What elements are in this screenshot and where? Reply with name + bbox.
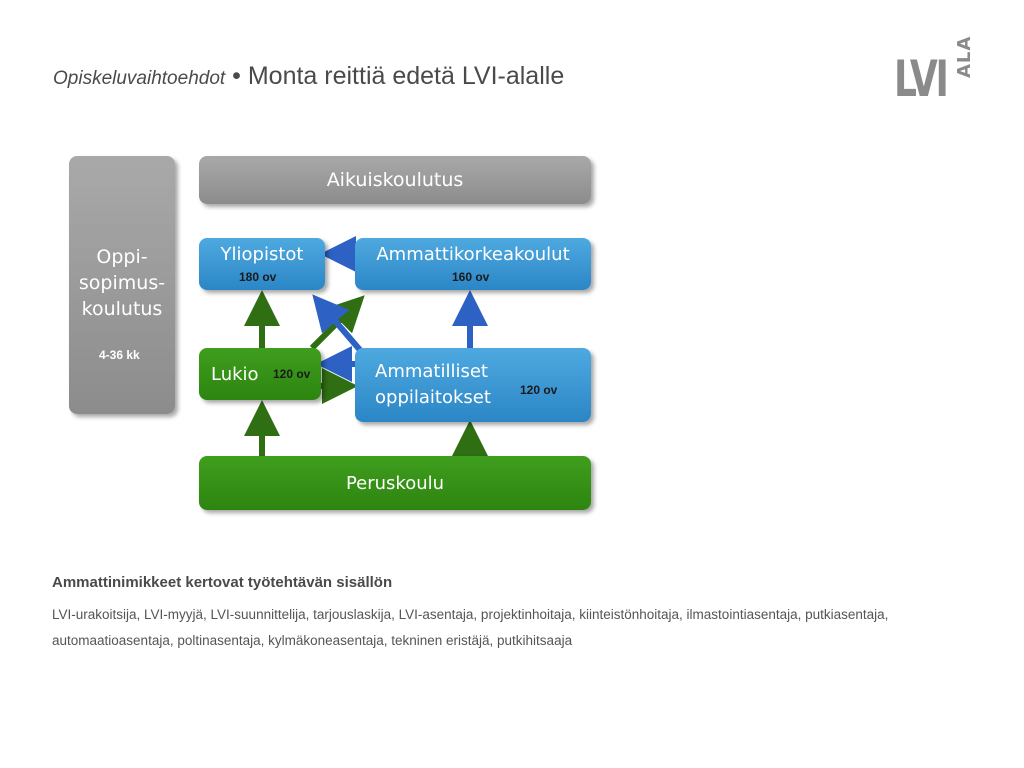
ammatilliset-label: Ammatilliset oppilaitokset: [375, 361, 491, 408]
lukio-label: Lukio: [211, 363, 259, 385]
amk-credits: 160 ov: [452, 270, 490, 284]
job-titles-text: LVI-urakoitsija, LVI-myyjä, LVI-suunnittelija, tarjouslaskija, LVI-asentaja, projektinhoitaja, kiinteistönhoitaja, ilmastointiasentaja, putkiasentaja, automaatioasentaja, poltinasentaja, kylmäkoneasentaja, tekninen eristäjä, putkihitsaaja: [52, 607, 889, 648]
box-peruskoulu: Peruskoulu: [199, 456, 591, 510]
box-aikuiskoulutus: Aikuiskoulutus: [199, 156, 591, 204]
page-title-text: Monta reittiä edetä LVI-alalle: [247, 62, 565, 90]
yliopistot-credits: 180 ov: [239, 270, 277, 284]
lukio-credits: 120 ov: [273, 367, 311, 381]
ammatilliset-credits: 120 ov: [520, 383, 558, 397]
box-ammattikorkeakoulut: Ammattikorkeakoulut: [355, 238, 591, 290]
oppisopimus-label: Oppi- sopimus- koulutus: [78, 246, 166, 320]
box-yliopistot: Yliopistot: [199, 238, 325, 290]
oppisopimus-duration: 4-36 kk: [99, 348, 140, 362]
logo-ala-text: ALA: [954, 35, 975, 78]
logo-lvi-text: LVI: [894, 50, 947, 108]
title-bullet: •: [232, 62, 241, 90]
page-subtitle: Opiskeluvaihtoehdot: [53, 68, 226, 89]
box-oppisopimus: [69, 156, 175, 414]
section-heading: Ammattinimikkeet kertovat työtehtävän sisällön: [52, 574, 393, 591]
